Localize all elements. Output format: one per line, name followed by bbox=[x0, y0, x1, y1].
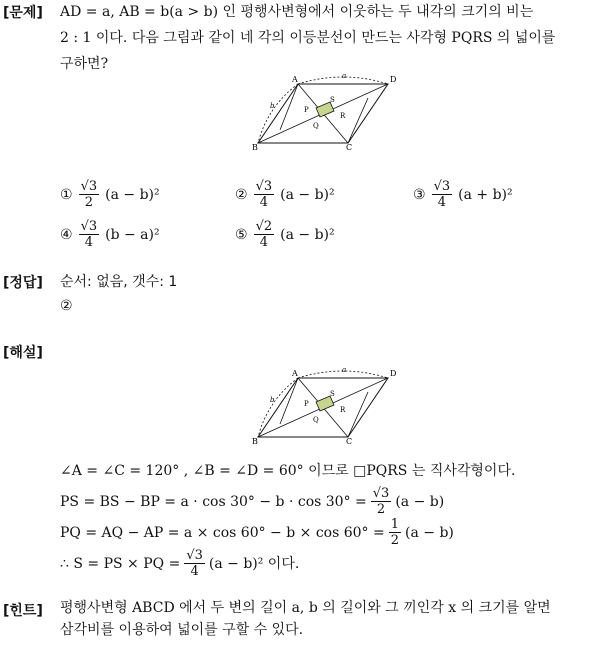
solution-line-4-denominator: 4 bbox=[190, 564, 199, 579]
label-Q: Q bbox=[313, 122, 319, 130]
problem-line-3: 구하면? bbox=[60, 56, 109, 72]
label-B: B bbox=[252, 143, 258, 152]
solution-line-3-fraction bbox=[389, 517, 401, 548]
option-2-denominator: 4 bbox=[259, 195, 268, 210]
label-R: R bbox=[340, 406, 346, 414]
label-a: a bbox=[342, 72, 347, 80]
label-D: D bbox=[390, 75, 397, 84]
option-1-denominator: 2 bbox=[84, 195, 93, 210]
solution-line-4-fraction bbox=[184, 548, 205, 579]
problem-line-1: AD = a, AB = b(a > b) 인 평행사변형에서 이웃하는 두 내각의 크기의 비는 bbox=[60, 4, 534, 20]
option-1-marker: ① bbox=[60, 186, 73, 203]
problem-text bbox=[60, 0, 582, 77]
solution-line-3 bbox=[60, 517, 582, 548]
solution-line-3-rhs: (a − b) bbox=[405, 524, 454, 541]
solution-line-4-numerator: √3 bbox=[186, 548, 203, 563]
option-1-fraction bbox=[79, 179, 100, 210]
solution-line-2-numerator: √3 bbox=[372, 486, 390, 501]
solution-line-2 bbox=[60, 486, 582, 517]
option-1[interactable] bbox=[60, 179, 160, 210]
solution-parallelogram-figure bbox=[250, 364, 410, 446]
option-5-denominator: 4 bbox=[259, 235, 268, 250]
answer-text bbox=[60, 270, 582, 318]
label-A: A bbox=[292, 75, 298, 84]
option-4-fraction bbox=[79, 219, 100, 250]
option-3[interactable] bbox=[413, 179, 513, 210]
parallelogram-figure bbox=[250, 70, 410, 152]
hint-tag: [힌트] bbox=[3, 603, 43, 619]
option-4-tail: (b − a)² bbox=[105, 226, 160, 243]
option-1-tail: (a − b)² bbox=[105, 186, 160, 203]
option-3-denominator: 4 bbox=[437, 195, 446, 210]
hint-line-1: 평행사변형 ABCD 에서 두 변의 길이 a, b 의 길이와 그 끼인각 x 의 크기를 알면 bbox=[60, 600, 551, 616]
solution-line-4-rhs: (a − b)² 이다. bbox=[208, 555, 300, 572]
solution-line-4 bbox=[60, 548, 582, 579]
label-S: S bbox=[330, 96, 335, 104]
hint-text bbox=[60, 597, 582, 641]
solution-line-3-lhs: PQ = AQ − AP = a × cos 60° − b × cos 60° = bbox=[60, 524, 385, 541]
option-2-tail: (a − b)² bbox=[280, 186, 335, 203]
option-3-tail: (a + b)² bbox=[458, 186, 513, 203]
option-2-marker: ② bbox=[235, 186, 248, 203]
solution-line-2-lhs: PS = BS − BP = a · cos 30° − b · cos 30° = bbox=[60, 493, 367, 510]
option-3-numerator: √3 bbox=[433, 179, 451, 194]
solution-line-2-fraction bbox=[371, 486, 392, 517]
solution-line-3-denominator: 2 bbox=[390, 533, 400, 548]
hint-line-2: 삼각비를 이용하여 넓이를 구할 수 있다. bbox=[60, 622, 304, 638]
label-C: C bbox=[346, 143, 353, 152]
option-3-fraction bbox=[432, 179, 453, 210]
option-4-numerator: √3 bbox=[80, 219, 98, 234]
label-P: P bbox=[304, 400, 309, 408]
solution-tag: [해설] bbox=[3, 345, 43, 361]
option-2-fraction bbox=[254, 179, 275, 210]
label-Q: Q bbox=[313, 416, 319, 424]
label-R: R bbox=[340, 112, 346, 120]
solution-line-4-lhs: ∴ S = PS × PQ = bbox=[60, 555, 181, 572]
label-S: S bbox=[330, 390, 335, 398]
answer-line-1: 순서: 없음, 갯수: 1 bbox=[60, 274, 178, 290]
label-C: C bbox=[346, 437, 353, 446]
solution-line-1: ∠A = ∠C = 120° , ∠B = ∠D = 60° 이므로 □PQRS 는 직사각형이다. bbox=[60, 463, 516, 479]
option-4[interactable] bbox=[60, 219, 160, 250]
option-5-numerator: √2 bbox=[255, 219, 273, 234]
label-b: b bbox=[270, 102, 275, 110]
label-b: b bbox=[270, 396, 275, 404]
label-a: a bbox=[342, 366, 347, 374]
solution-text bbox=[60, 456, 582, 579]
label-P: P bbox=[304, 106, 309, 114]
label-B: B bbox=[252, 437, 258, 446]
solution-line-2-denominator: 2 bbox=[376, 502, 386, 517]
solution-line-2-rhs: (a − b) bbox=[395, 493, 445, 510]
option-1-numerator: √3 bbox=[80, 179, 98, 194]
option-4-marker: ④ bbox=[60, 226, 73, 243]
option-5-fraction bbox=[254, 219, 275, 250]
option-5-tail: (a − b)² bbox=[280, 226, 335, 243]
problem-line-2: 2 : 1 이다. 다음 그림과 같이 네 각의 이등분선이 만드는 사각형 PQRS 의 넓이를 bbox=[60, 30, 556, 46]
answer-options bbox=[60, 175, 590, 255]
option-3-marker: ③ bbox=[413, 186, 426, 203]
label-A: A bbox=[292, 369, 298, 378]
answer-tag: [정답] bbox=[3, 275, 43, 291]
option-4-denominator: 4 bbox=[84, 235, 93, 250]
option-5-marker: ⑤ bbox=[235, 226, 248, 243]
option-2[interactable] bbox=[235, 179, 335, 210]
option-2-numerator: √3 bbox=[255, 179, 273, 194]
solution-line-3-numerator: 1 bbox=[390, 517, 400, 532]
answer-line-2: ② bbox=[60, 298, 73, 314]
problem-tag: [문제] bbox=[3, 5, 43, 21]
option-5[interactable] bbox=[235, 219, 335, 250]
label-D: D bbox=[390, 369, 397, 378]
